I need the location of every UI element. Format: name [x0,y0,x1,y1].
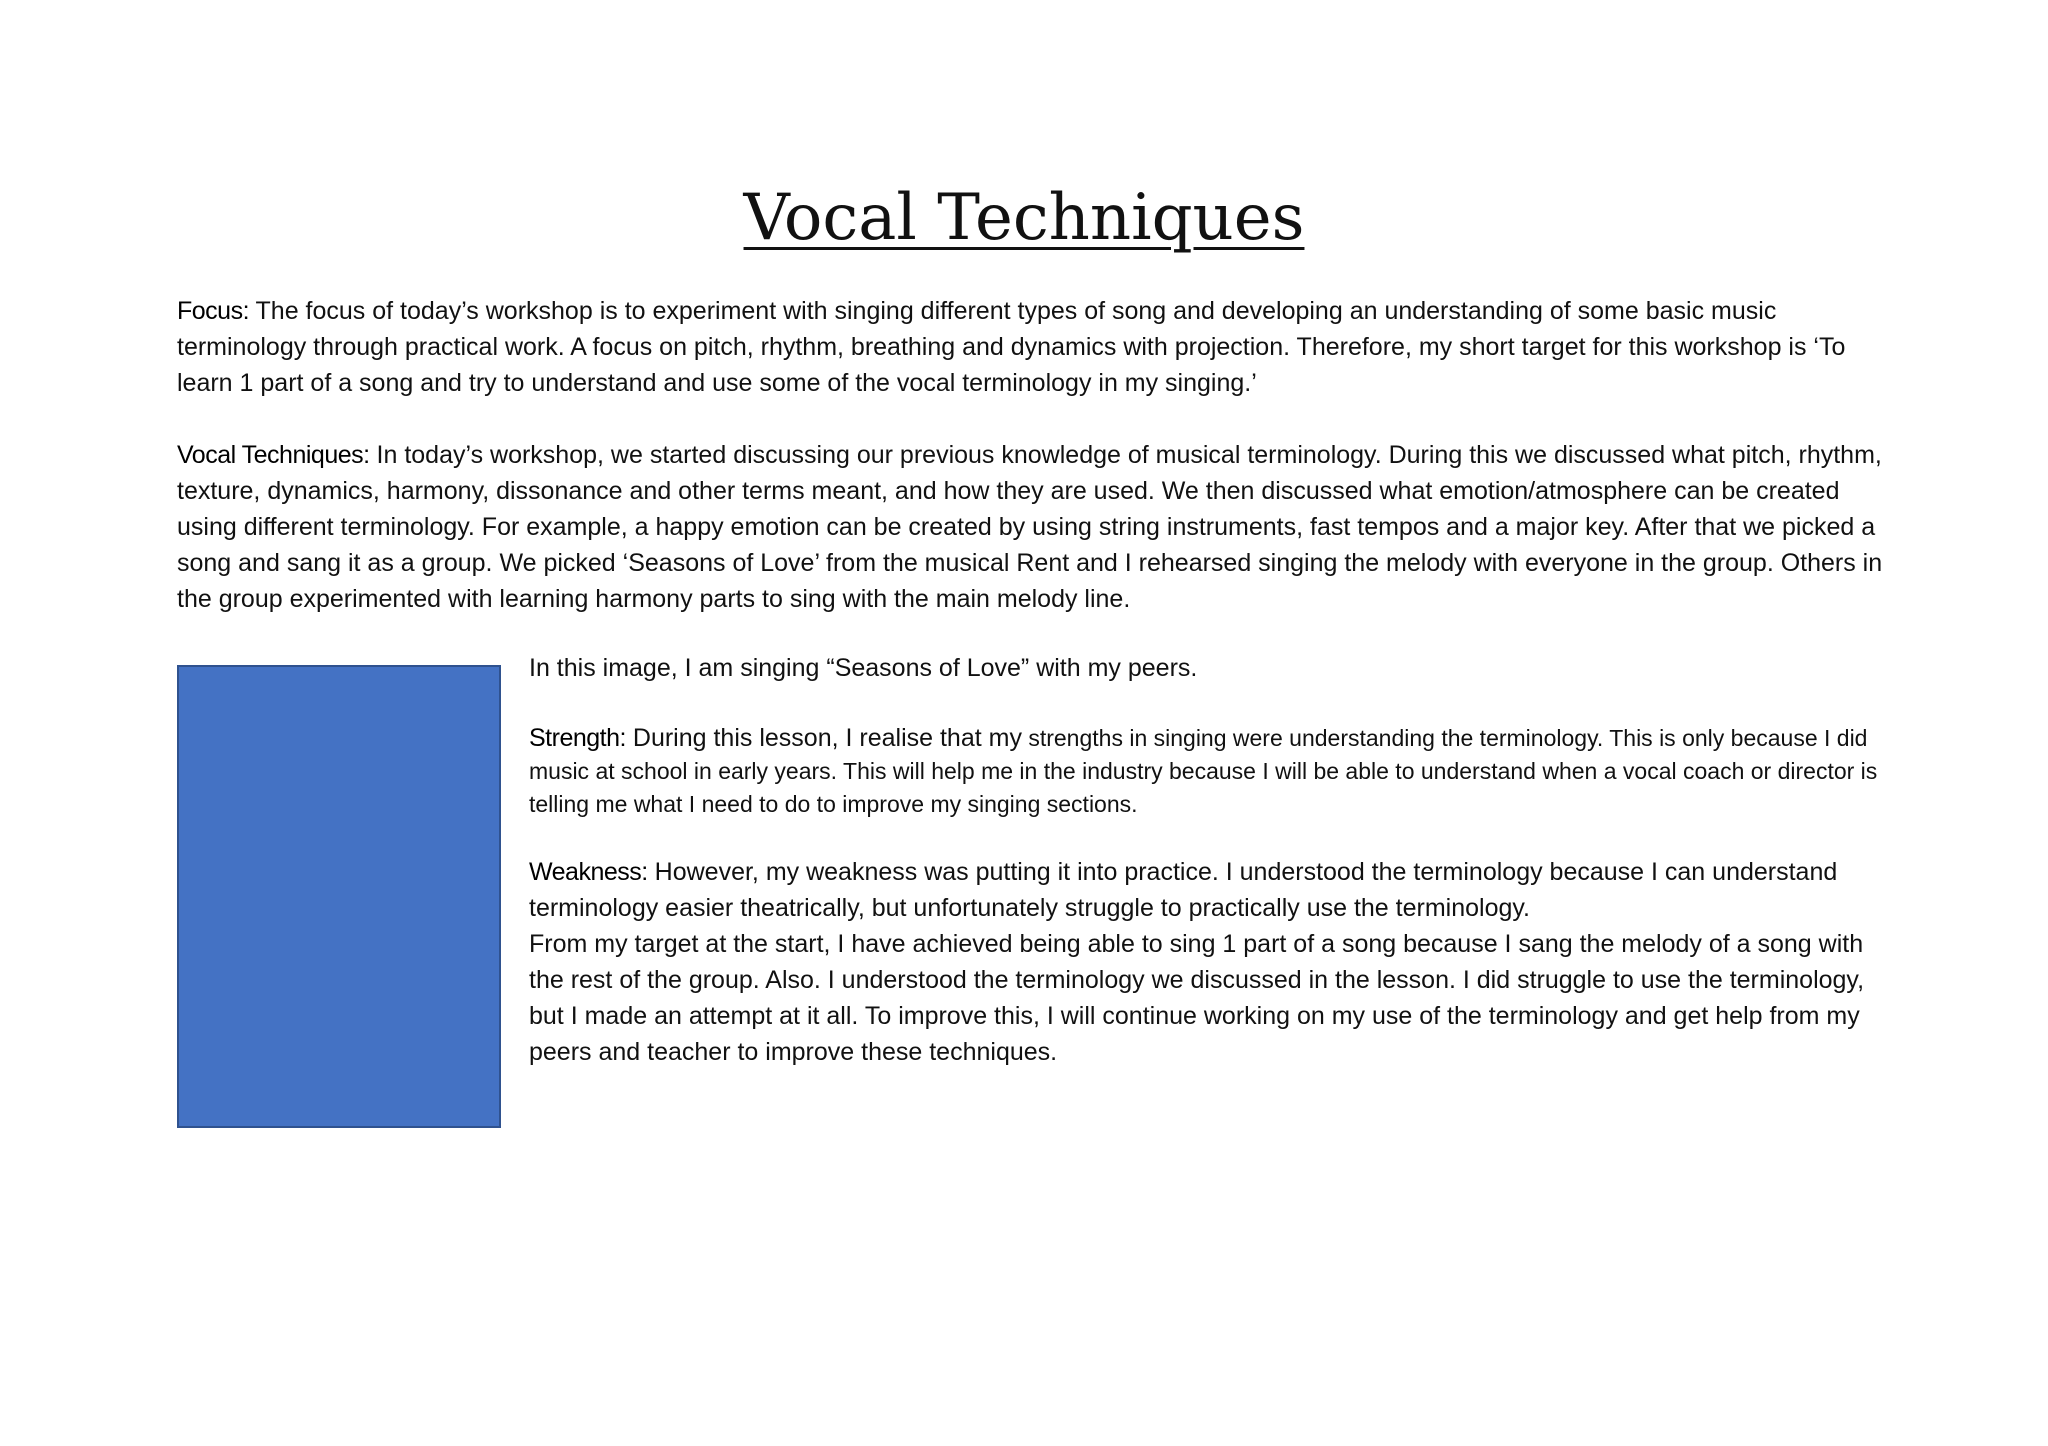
focus-label: Focus: [177,297,250,325]
weakness-text: However, my weakness was putting it into practice. I understood the terminology because I can understand terminology easier theatrically, but unfortunately struggle to practically use the terminology. [529,858,1838,922]
strength-lead-text: During this lesson, I realise that my [625,724,1022,752]
photo-placeholder [177,665,501,1128]
strength-paragraph [529,722,1899,821]
strength-label: Strength: [529,724,626,752]
page-title: Vocal Techniques [743,181,1305,255]
focus-text: The focus of today’s workshop is to experiment with singing different types of song and developing an understanding of some basic music terminology through practical work. A focus on pitch, rhythm, breathing and dynamics with projection. Therefore, my short target for this workshop is ‘To learn 1 part of a song and try to understand and use some of the vocal terminology in my singing.’ [177,297,1846,397]
vocal-techniques-paragraph [177,437,1897,617]
reflection-paragraph: From my target at the start, I have achieved being able to sing 1 part of a song because I sang the melody of a song with the rest of the group. Also. I understood the terminology we discussed in the lesson. I did struggle to use the terminology, but I made an attempt at it all. To improve this, I will continue working on my use of the terminology and get help from my peers and teacher to improve these techniques. [529,930,1865,1066]
strength-text: strengths in singing were understanding the terminology. This is only because I did music at school in early years. This will help me in the industry because I will be able to understand when a vocal coach or director is telling me what I need to do to improve my singing sections. [529,725,1878,817]
image-caption: In this image, I am singing “Seasons of Love” with my peers. [529,654,1198,682]
vocal-techniques-label: Vocal Techniques: [177,441,370,469]
weakness-paragraph [529,854,1899,926]
weakness-label: Weakness: [529,858,648,886]
vocal-techniques-text: In today’s workshop, we started discussing our previous knowledge of musical terminology. During this we discussed what pitch, rhythm, texture, dynamics, harmony, dissonance and other terms meant, and how they are used. We then discussed what emotion/atmosphere can be created using different terminology. For example, a happy emotion can be created by using string instruments, fast tempos and a major key. After that we picked a song and sang it as a group. We picked ‘Seasons of Love’ from the musical Rent and I rehearsed singing the melody with everyone in the group. Others in the group experimented with learning harmony parts to sing with the main melody line. [177,441,1883,613]
focus-paragraph [177,293,1897,401]
